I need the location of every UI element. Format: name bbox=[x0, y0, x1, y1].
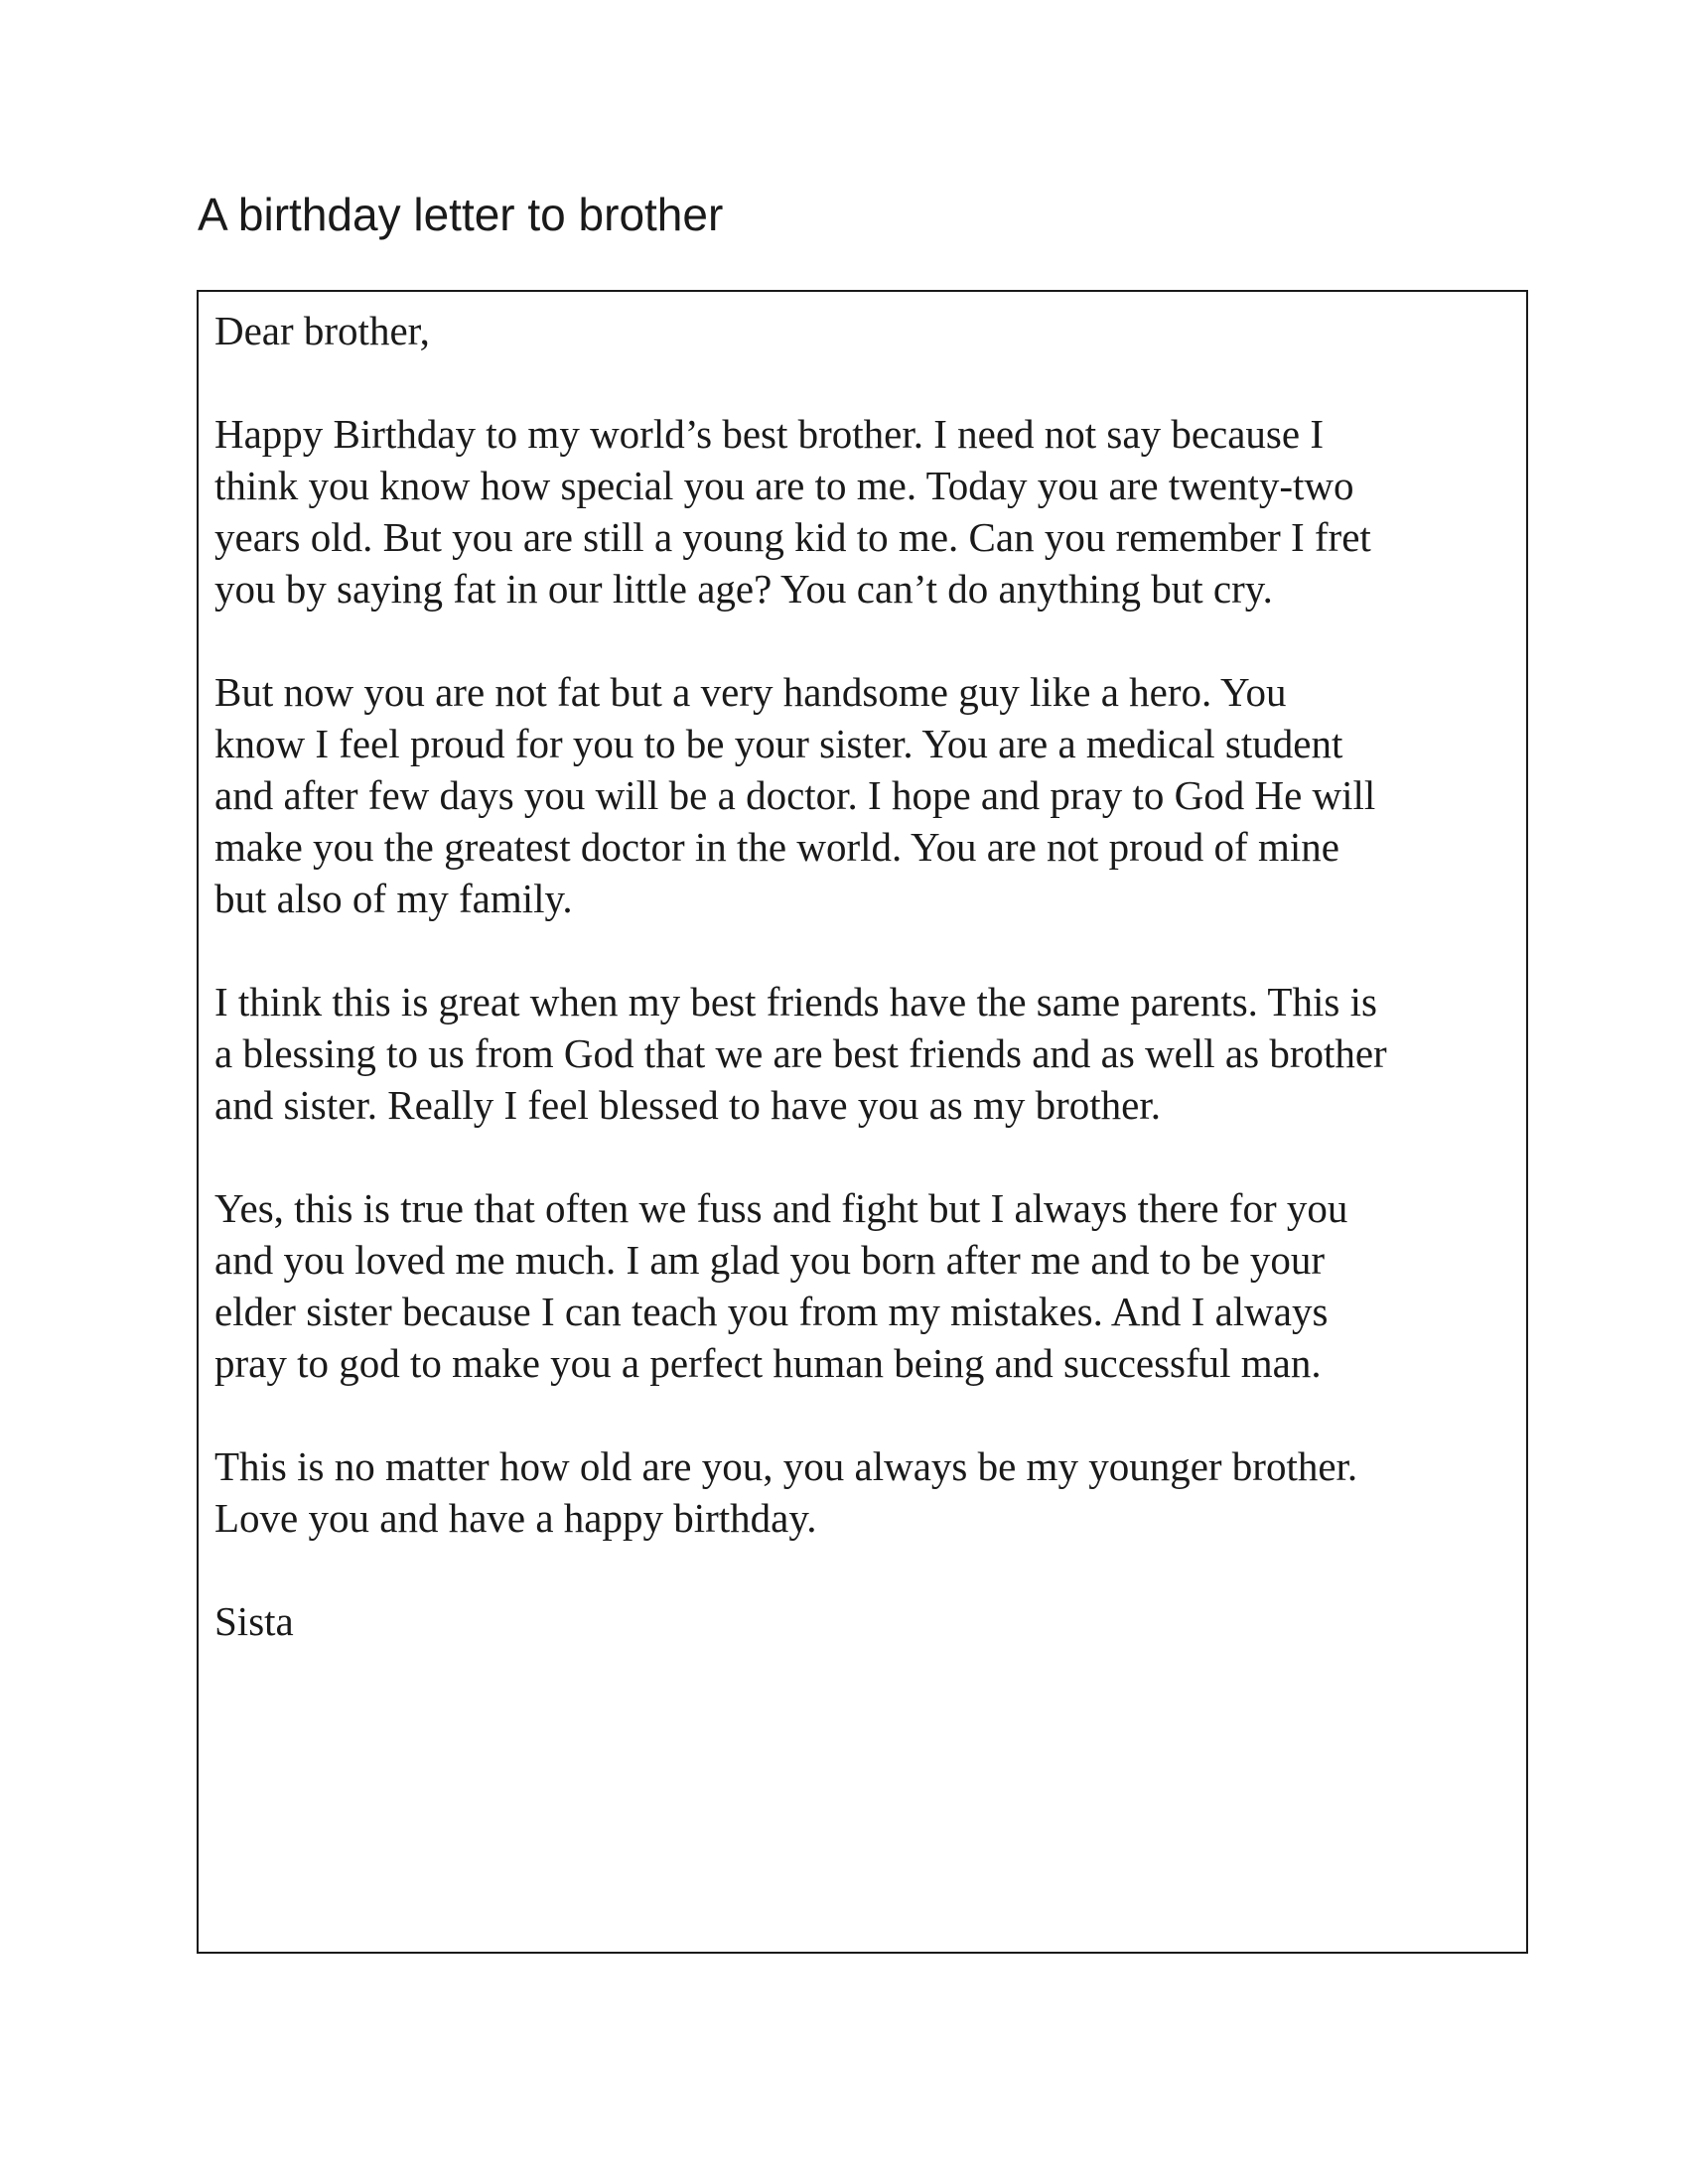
letter-salutation bbox=[214, 305, 1515, 356]
letter-line: Yes, this is true that often we fuss and fight but I always there for you bbox=[214, 1185, 1348, 1231]
letter-line: years old. But you are still a young kid to me. Can you remember I fret bbox=[214, 514, 1371, 560]
letter-line: elder sister because I can teach you from my mistakes. And I always bbox=[214, 1289, 1329, 1334]
letter-paragraph-1 bbox=[214, 408, 1515, 614]
letter-line: know I feel proud for you to be your sister. You are a medical student bbox=[214, 721, 1343, 766]
letter-line: Love you and have a happy birthday. bbox=[214, 1495, 817, 1541]
letter-line: and sister. Really I feel blessed to have you as my brother. bbox=[214, 1082, 1162, 1128]
letter-line: and you loved me much. I am glad you born after me and to be your bbox=[214, 1237, 1326, 1283]
letter-line: you by saying fat in our little age? You can’t do anything but cry. bbox=[214, 566, 1273, 612]
letter-line: Sista bbox=[214, 1598, 294, 1644]
letter-line: But now you are not fat but a very handsome guy like a hero. You bbox=[214, 669, 1287, 715]
letter-line: but also of my family. bbox=[214, 876, 573, 921]
letter-line: I think this is great when my best friends have the same parents. This is bbox=[214, 979, 1377, 1024]
letter-line: a blessing to us from God that we are best friends and as well as brother bbox=[214, 1030, 1387, 1076]
letter-line: think you know how special you are to me. Today you are twenty-two bbox=[214, 463, 1354, 508]
letter-signature bbox=[214, 1595, 1515, 1647]
letter-line: and after few days you will be a doctor. I hope and pray to God He will bbox=[214, 772, 1376, 818]
letter-line: pray to god to make you a perfect human being and successful man. bbox=[214, 1340, 1322, 1386]
page-title: A birthday letter to brother bbox=[198, 189, 724, 240]
letter-line: Happy Birthday to my world’s best brother. I need not say because I bbox=[214, 411, 1324, 457]
letter-paragraph-4 bbox=[214, 1182, 1515, 1389]
letter-paragraph-3 bbox=[214, 976, 1515, 1131]
letter-paragraph-2 bbox=[214, 666, 1515, 924]
letter-line: make you the greatest doctor in the world. You are not proud of mine bbox=[214, 824, 1339, 870]
letter-paragraph-5 bbox=[214, 1440, 1515, 1544]
letter-body bbox=[214, 305, 1515, 1699]
letter-line: Dear brother, bbox=[214, 308, 430, 353]
letter-line: This is no matter how old are you, you always be my younger brother. bbox=[214, 1443, 1358, 1489]
